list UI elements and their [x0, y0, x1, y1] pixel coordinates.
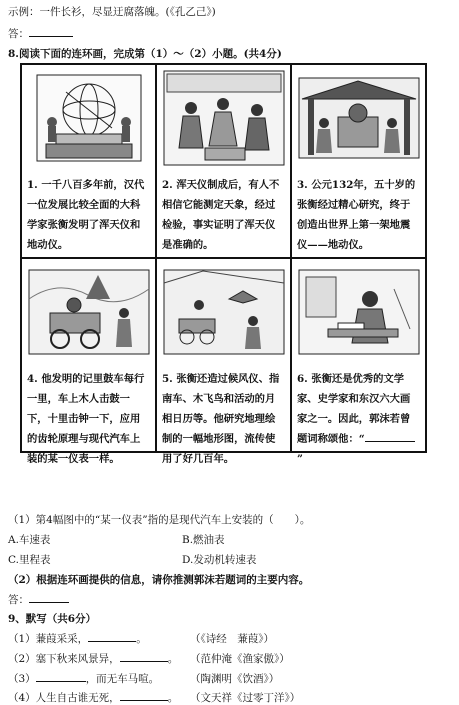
panel-4-number: 4. [27, 373, 38, 385]
example-answer-label: 答： [8, 28, 29, 40]
option-c[interactable]: C.里程表 [8, 554, 51, 566]
q9-item-2-source: （范仲淹《渔家傲》） [190, 653, 290, 665]
q9-item-2-text: （2）塞下秋来风景异， [8, 653, 120, 665]
q9-item-3 [8, 671, 159, 686]
panel-6-caption [292, 365, 425, 465]
scholar-writing-illustration [298, 269, 420, 355]
option-a[interactable]: A.车速表 [8, 534, 51, 546]
q9-item-1-blank[interactable] [88, 631, 136, 642]
q9-item-4-blank[interactable] [120, 690, 168, 701]
example-line: 示例：一件长衫，尽显迂腐落魄。(《孔乙己》) [8, 6, 216, 18]
panel-4 [21, 258, 156, 465]
panel-6-quote-blank[interactable] [365, 431, 415, 442]
q8-sub2-answer-blank[interactable] [29, 592, 69, 603]
panel-3-number: 3. [297, 179, 308, 191]
court-gathering-illustration [163, 70, 285, 166]
panel-1-number: 1. [27, 179, 38, 191]
q9-item-2 [8, 651, 178, 666]
panel-2-number: 2. [162, 179, 173, 191]
panel-1 [21, 64, 156, 258]
panel-3-caption [292, 171, 425, 257]
q8-sub2-answer-label: 答： [8, 594, 29, 606]
q9-item-4-text: （4）人生自古谁无死， [8, 692, 120, 704]
q9-item-3-text: （3） [8, 673, 36, 685]
panel-3-image [292, 65, 425, 171]
panel-3-text: 公元132年，五十岁的张衡经过精心研究，终于创造出世界上第一架地震仪——地动仪。 [297, 179, 416, 251]
option-b[interactable]: B.燃油表 [182, 534, 225, 546]
panel-6-text: 张衡还是优秀的文学家、史学家和东汉六大画家之一。因此，郭沫若曾题词称颂他：“ [297, 373, 411, 445]
drum-cart-illustration [28, 269, 150, 355]
q9-item-4-source: （文天祥《过零丁洋》） [190, 692, 301, 704]
comic-grid [20, 63, 427, 465]
q9-title: 9、默写（共6分） [8, 613, 97, 625]
q9-item-1 [8, 631, 147, 646]
example-answer-row [8, 26, 73, 41]
panel-2 [156, 64, 291, 258]
panel-1-image [22, 65, 155, 171]
q9-item-4-end: 。 [167, 692, 179, 704]
q8-sub1-question: （1）第4幅图中的“某一仪表”指的是现代汽车上安装的（ ）。 [8, 514, 311, 526]
q9-item-1-source: （《诗经 蒹葭》） [190, 633, 274, 645]
panel-5-number: 5. [162, 373, 173, 385]
armillary-sphere-illustration [36, 74, 142, 162]
panel-1-caption [22, 171, 155, 257]
q9-item-1-end: 。 [136, 633, 147, 645]
q8-sub2-question: （2）根据连环画提供的信息，请你推测郭沫若题词的主要内容。 [8, 574, 310, 586]
panel-2-caption [157, 171, 290, 257]
panel-6-number: 6. [297, 373, 308, 385]
panel-6-image [292, 259, 425, 365]
panel-6-close-quote: ” [297, 453, 303, 465]
workshop-illustration [163, 269, 285, 355]
q8-sub2-answer-row [8, 592, 69, 607]
palace-hall-illustration [298, 77, 420, 159]
panel-6 [291, 258, 426, 465]
panel-2-text: 浑天仪制成后，有人不相信它能测定天象，经过检验，事实证明了浑天仪是准确的。 [162, 179, 280, 251]
q9-item-3-blank[interactable] [36, 671, 86, 682]
panel-4-text: 他发明的记里鼓车每行一里，车上木人击鼓一下，十里击钟一下，应用的齿轮原理与现代汽车上装的某一仪表一样。 [27, 373, 145, 465]
panel-5-caption [157, 365, 290, 465]
q9-item-3-source: （陶渊明《饮酒》） [190, 673, 280, 685]
panel-5-image [157, 259, 290, 365]
q9-item-2-end: 。 [167, 653, 179, 665]
example-answer-blank[interactable] [29, 26, 73, 37]
panel-1-text: 一千八百多年前，汉代一位发展比较全面的大科学家张衡发明了浑天仪和地动仪。 [27, 179, 145, 251]
panel-5 [156, 258, 291, 465]
q9-item-4 [8, 690, 178, 705]
panel-4-image [22, 259, 155, 365]
q9-item-2-blank[interactable] [120, 651, 168, 662]
panel-3 [291, 64, 426, 258]
panel-5-text: 张衡还造过候风仪、指南车、木飞鸟和活动的月相日历等。他研究地理绘制的一幅地形图，流传使用了好几百年。 [162, 373, 280, 465]
q9-item-1-text: （1）蒹葭采采， [8, 633, 89, 645]
option-d[interactable]: D.发动机转速表 [182, 554, 257, 566]
panel-2-image [157, 65, 290, 171]
q8-title: 8.阅读下面的连环画，完成第（1）～（2）小题。(共4分) [8, 48, 282, 60]
panel-4-caption [22, 365, 155, 465]
q9-item-3-end: ，而无车马喧。 [85, 673, 160, 685]
